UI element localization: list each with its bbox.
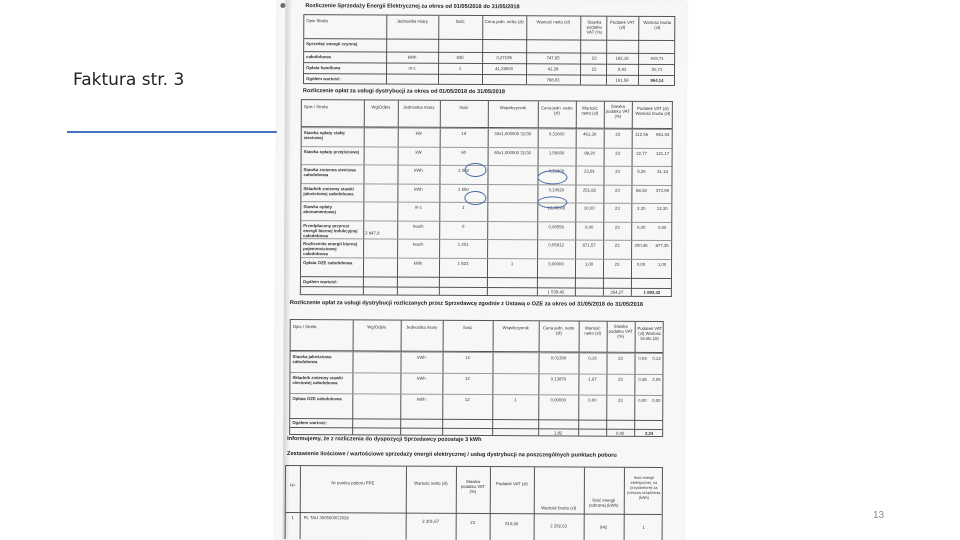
th-price: Cena jedn. netto (zł): [542, 325, 575, 336]
th-vat: Podatek VAT (zł): [609, 19, 635, 30]
cell-price: 0,27195: [496, 55, 512, 61]
cell-gross: 551,63: [656, 131, 670, 138]
cell-unit: kWh: [414, 186, 423, 192]
row-label: Stawka opłaty przejściowej: [303, 148, 360, 154]
cell-net: 461,30: [583, 131, 597, 137]
th-unit: Jednostka miary: [406, 324, 438, 330]
cell-vat: 0,04: [638, 355, 647, 361]
invoice-scan: [275, 0, 687, 540]
th-net: Wartość netto (zł): [414, 480, 448, 486]
cell-unit: kWh: [417, 375, 426, 381]
staple-hole: [280, 3, 285, 8]
cell-coef: 1: [514, 397, 517, 403]
cell-price: 0,10620: [548, 186, 565, 192]
cell-net: 98,20: [584, 150, 596, 156]
cell-net: 1,67: [588, 376, 597, 382]
cell-lp: 1: [291, 515, 294, 521]
th-vat-gross: [633, 106, 673, 116]
cell-vat-rate: 23: [470, 519, 476, 525]
cell-unit: kWh: [416, 396, 426, 402]
cell-vat: 182,16: [615, 55, 629, 61]
cell-gross: 2 292,63: [550, 523, 568, 529]
row-label: Składnik zmienny stawki jakościowej całodobowa: [303, 185, 354, 196]
cell-side: 1: [642, 524, 645, 530]
cell-qty: 1 550: [458, 186, 469, 192]
cell-gross: 877,35: [655, 242, 669, 249]
th-price: Cena jedn. netto (zł): [541, 105, 573, 116]
total-vat: 191,59: [615, 77, 629, 83]
cell-unit: kW: [415, 130, 422, 136]
th-qty: Ilość: [455, 18, 465, 24]
th-ppe: Nr punktu poboru PPE: [331, 480, 375, 486]
energy-sales-table: [303, 14, 675, 86]
cell-qty: 12: [465, 375, 470, 381]
cell-price: 0,05912: [548, 242, 564, 248]
highlight-oval-price-1: [537, 170, 567, 184]
cell-price: 1,56600: [548, 149, 565, 155]
total-vat: 0,42: [615, 430, 625, 436]
cell-qty: 1: [458, 65, 462, 71]
total-net: 788,93: [546, 77, 560, 83]
th-unit: Jednostka miary: [396, 18, 428, 24]
cell-vat: 9,43: [617, 66, 627, 72]
cell-vat: 0,38: [638, 376, 647, 382]
cell-ppe: PL TAU 3005000C2628: [303, 515, 349, 521]
row-label: Stawka zmienna sieciowa całodobowa: [303, 167, 356, 178]
th-vat-rate: Stawka podatku VAT (%): [586, 19, 603, 35]
distribution-title: Rozliczenie opłat za usługi dystrybucji za okres od 01/05/2018 do 31/05/2018: [302, 88, 506, 96]
th-net: Wartość netto (zł): [581, 105, 599, 116]
scan-edge-shadow: [283, 0, 292, 539]
cell-vat: 112,56: [635, 131, 649, 137]
cell-net: 41,28: [547, 66, 559, 72]
cell-gross: 0,00: [658, 224, 667, 230]
cell-vat: 2,30: [637, 205, 646, 211]
side-value: 2 847,8: [365, 230, 380, 236]
cell-net: 1,00: [584, 261, 594, 267]
row-label: Przedpłacony przyrost energii biernej indukcyjnej całodobowa: [303, 222, 358, 238]
th-qty: Ilość: [459, 104, 469, 110]
cell-vat-rate: 23: [618, 376, 623, 382]
cell-net: 2 301,67: [422, 518, 440, 524]
cell-vat: 5,26: [637, 168, 646, 174]
highlight-oval-price-2: [537, 196, 567, 208]
row-label: Sprzedaż energii czynnej: [306, 41, 358, 47]
row-label: Składnik zmienny stawki sieciowej całodobowa: [292, 375, 343, 386]
row-label: całodobowa: [306, 54, 331, 60]
th-gross: Wartość brutto (zł): [541, 505, 577, 511]
total-net: 1,82: [553, 430, 563, 436]
cell-vat-rate: 23: [615, 150, 621, 156]
cell-unit: m-c: [408, 65, 416, 71]
cell-coef: 30x1,000000 31/30: [494, 131, 532, 137]
cell-price: 0,01300: [550, 355, 567, 361]
total-gross: 964,14: [650, 77, 664, 83]
summary-title: Zestawienie ilościowe / wartościowe sprzedaży energii elektrycznej / usług dystrybucji na poszczególnych punktach poboru: [287, 451, 617, 459]
row-label: Opłata OZE całodobowa: [303, 259, 353, 265]
row-label: Stawka opłaty stałej sieciowej: [303, 130, 345, 141]
cell-gross: 0,00: [652, 397, 661, 403]
th-coef: Współczynnik: [499, 105, 527, 111]
row-label: Opłata handlowa: [306, 65, 341, 71]
oze-distribution-table: [289, 319, 664, 437]
row-label: Opłata OZE całodobowa: [292, 396, 342, 402]
cell-vat-rate: 23: [614, 224, 620, 230]
th-gross: Wartość brutto (zł): [643, 19, 672, 30]
cell-price: 0,13870: [550, 376, 567, 382]
cell-net: 0,16: [588, 355, 597, 361]
th-vat-rate: Stawka podatku VAT (%): [605, 103, 630, 119]
cell-unit: kW: [415, 149, 422, 155]
cell-qty: 60: [461, 149, 467, 155]
cell-qty: 0: [462, 223, 465, 229]
oze-distribution-title: Rozliczenie opłat za usługi dystrybucji rozliczanych przez Sprzedawcę zgodnie z Ustawą o OZE za okres od 31/05/2018 do 31/05/2018: [289, 300, 643, 308]
cell-qty: 12: [465, 354, 470, 360]
th-vat-rate: Stawka podatku VAT (%): [608, 323, 633, 339]
cell-vat-rate: 23: [614, 205, 620, 211]
highlight-oval-qty-1: [464, 163, 486, 177]
cell-coef: 1: [510, 260, 514, 266]
th-net: Wartość netto (zł): [536, 19, 571, 25]
cell-unit: kvarh: [412, 241, 424, 247]
cell-unit: kWh: [407, 54, 417, 60]
cell-gross: 373,59: [655, 187, 670, 193]
total-gross: 2,24: [644, 430, 654, 436]
total-label: Ogółem wartość:: [305, 76, 341, 82]
row-label: Rozliczenie energii biernej pojemnościowej całodobowa: [303, 241, 358, 257]
th-lp: Lp.: [289, 482, 296, 488]
cell-vat-rate: 23: [615, 187, 620, 193]
th-vat: Podatek VAT (zł): [637, 325, 663, 336]
cell-unit: kvarh: [412, 223, 424, 229]
cell-vat: 516,66: [505, 521, 519, 527]
th-side: Ilość energii elektrycznej, na przydzielonej za pomocą urządzenia (kWh): [627, 475, 661, 500]
cell-vat-rate: 23: [617, 397, 623, 403]
cell-unit: kWh: [414, 167, 423, 173]
cell-unit: kWh: [417, 354, 426, 360]
summary-table: [285, 465, 663, 540]
cell-price: 0,06550: [548, 223, 565, 229]
th-gross: Wartość brutto (zł): [635, 110, 671, 117]
th-desc: Opis Strefa: [306, 18, 328, 24]
cell-qty: 835: [456, 54, 464, 60]
cell-price: 41,28000: [495, 66, 514, 72]
info-line: Informujemy, że z rozliczenia do dyspozycji Sprzedawcy pozostaje 3 kWh: [287, 436, 482, 444]
cell-qty: 12: [464, 396, 470, 402]
cell-gross: 2,05: [652, 376, 661, 382]
cell-gross: 919,71: [650, 55, 664, 61]
cell-unit: kWh: [413, 260, 423, 266]
slide-title: Faktura str. 3: [73, 70, 185, 90]
cell-qty: 1 002: [458, 167, 469, 173]
cell-qty: 1: [462, 204, 465, 210]
th-desc: Opis / Strefa: [292, 324, 317, 330]
th-wg: Wg/Odpis: [371, 104, 391, 110]
cell-vat-rate: 23: [591, 66, 597, 72]
cell-vat-rate: 23: [615, 131, 621, 137]
cell-price: 0,31600: [548, 131, 565, 137]
cell-net: 871,57: [582, 242, 596, 248]
total-label: Ogółem wartość:: [302, 279, 338, 285]
total-gross: 1 893,42: [643, 289, 661, 295]
th-energy: Ilość energii pobranej (kWh): [589, 497, 619, 508]
th-vat: Podatek VAT (zł): [495, 481, 528, 487]
cell-vat: 22,77: [636, 150, 648, 156]
row-label: Stawka opłaty abonamentowej: [303, 204, 336, 215]
th-gross: Wartość brutto (zł): [640, 330, 662, 341]
cell-price: 0,00000: [550, 397, 567, 403]
th-net: Wartość netto (zł): [584, 325, 602, 336]
row-label: Stawka jakościowa całodobowa: [292, 354, 332, 365]
cell-vat: 68,34: [636, 187, 647, 193]
highlight-oval-qty-2: [464, 191, 486, 205]
cell-net: 747,65: [546, 55, 560, 61]
page-number: 13: [873, 510, 885, 521]
th-qty: Ilość: [463, 324, 473, 330]
title-underline: [67, 131, 277, 133]
cell-qty: 1 823: [457, 260, 469, 266]
total-vat: 354,27: [610, 289, 624, 295]
cell-gross: 31,14: [657, 168, 668, 175]
cell-qty: 1 201: [457, 241, 469, 247]
cell-vat-rate: 23: [591, 55, 597, 61]
cell-qty: 14: [461, 130, 467, 136]
cell-energy: 842: [600, 524, 608, 530]
cell-price: 10,00000: [547, 205, 566, 211]
total-label: Ogółem wartość:: [292, 420, 328, 426]
th-vat: Podatek VAT (zł): [636, 105, 669, 112]
cell-gross: 50,71: [651, 66, 663, 72]
cell-vat-rate: 23: [614, 261, 620, 267]
cell-price: 0,21800: [548, 168, 565, 174]
th-unit: Jednostka miary: [403, 104, 435, 110]
th-price: Cena jedn. netto (zł): [484, 19, 524, 25]
cell-vat: 0,00: [638, 397, 647, 403]
cell-vat-rate: 23: [618, 355, 623, 361]
cell-coef: 60x1,000000 31/30: [494, 149, 532, 155]
cell-gross: 0,12: [652, 355, 661, 361]
th-wg: Wg/Odpis: [367, 324, 387, 330]
cell-unit: m-c: [414, 204, 422, 210]
energy-sales-title: Rozliczenie Sprzedaży Energii Elektrycznej za okres od 01/05/2018 do 31/05/2018: [305, 3, 520, 11]
cell-gross: 1,00: [657, 261, 667, 267]
cell-price: 0,00000: [548, 260, 564, 266]
cell-vat: 0,00: [637, 224, 646, 230]
th-coef: Współczynnik: [502, 325, 529, 331]
cell-vat-rate: 23: [615, 168, 620, 174]
distribution-table: [300, 99, 673, 297]
cell-vat-rate: 23: [614, 242, 620, 248]
cell-net: 23,81: [584, 168, 595, 174]
th-vat-gross: [636, 326, 664, 341]
th-desc: Opis / Strefa: [303, 104, 328, 110]
cell-net: 0,00: [588, 397, 597, 403]
cell-gross: 12,30: [656, 205, 668, 212]
cell-gross: 121,17: [656, 150, 670, 156]
cell-vat: 200,46: [634, 242, 648, 248]
cell-vat: 0,00: [636, 261, 646, 267]
cell-net: 0,00: [585, 224, 594, 230]
cell-net: 10,00: [583, 205, 595, 211]
total-net: 1 539,42: [547, 289, 565, 295]
cell-net: 251,82: [582, 187, 597, 193]
th-vat-rate: Stawka podatku VAT (%): [460, 478, 485, 495]
